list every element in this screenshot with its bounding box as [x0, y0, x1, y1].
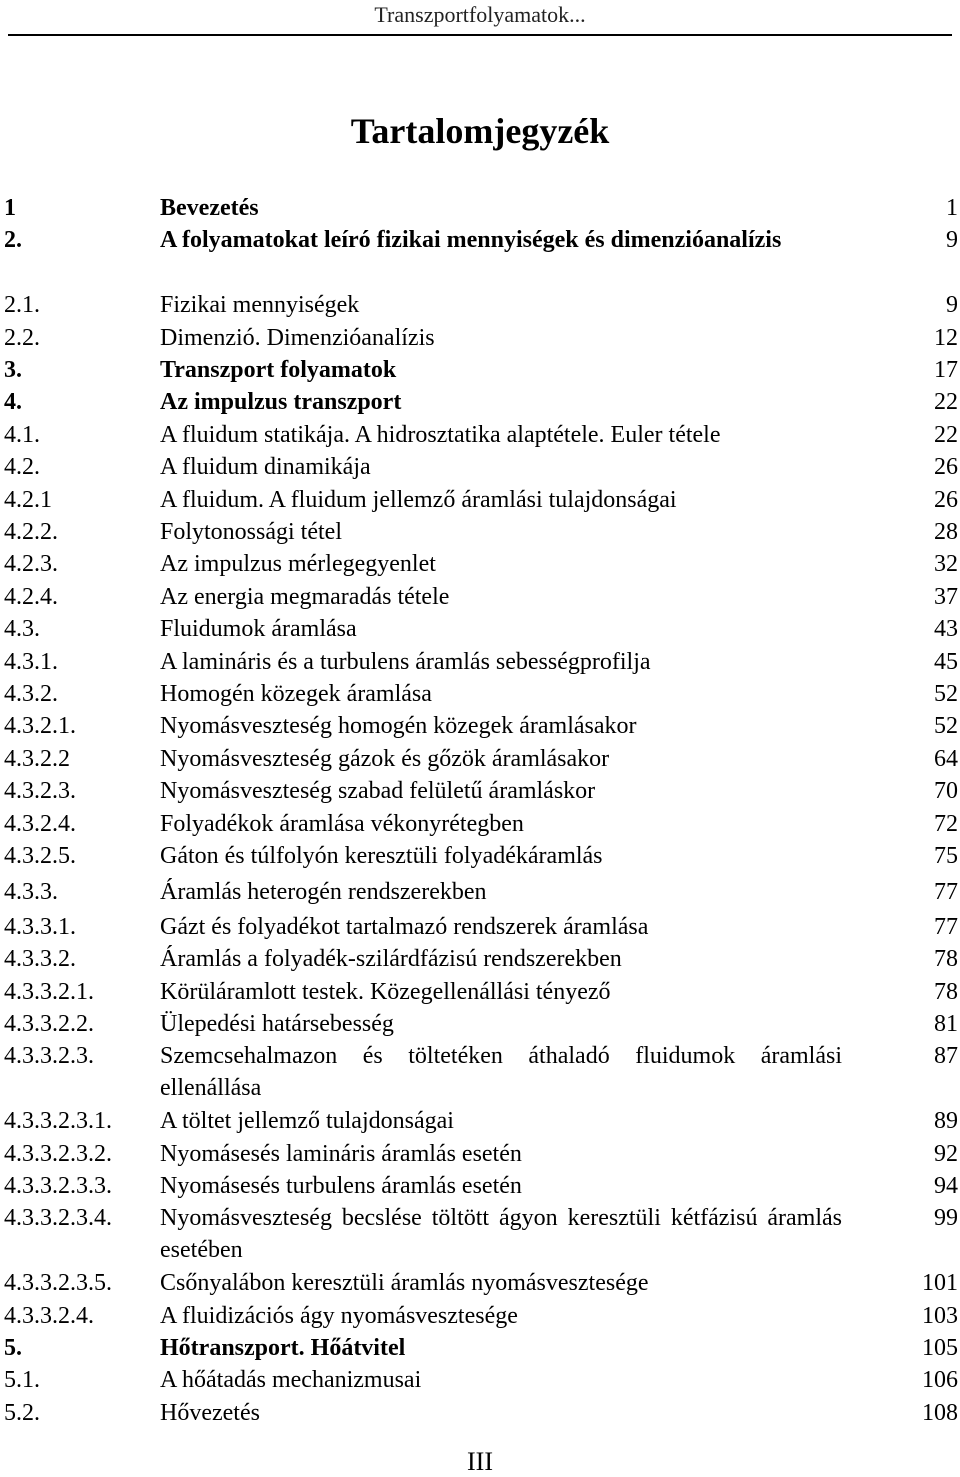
- toc-entry-title: Csőnyalábon keresztüli áramlás nyomásvesztesége: [160, 1270, 649, 1297]
- toc-entry-title: Az energia megmaradás tétele: [160, 583, 450, 610]
- toc-entry-page: 26: [934, 454, 958, 481]
- toc-entry: [0, 322, 960, 354]
- toc-entry-number: 4.3.3.: [4, 879, 58, 906]
- toc-entry: [0, 646, 960, 678]
- toc-entry-title: Transzport folyamatok: [160, 357, 397, 383]
- toc-entry-title: A fluidum statikája. A hidrosztatika alaptétele. Euler tétele: [160, 421, 721, 448]
- toc-entry-number: 4.3.: [4, 616, 40, 643]
- toc-entry-title: Nyomásesés lamináris áramlás esetén: [160, 1140, 522, 1167]
- toc-entry-page: 77: [934, 879, 958, 906]
- toc-entry-page: 103: [922, 1302, 958, 1329]
- toc-entry-number: 4.: [4, 389, 22, 416]
- toc-entry-number: 4.3.2.3.: [4, 778, 76, 805]
- toc-entry: [0, 548, 960, 580]
- toc-entry-number: 4.2.: [4, 454, 40, 481]
- toc-entry: [0, 192, 960, 224]
- toc-entry-number: 4.3.3.2.3.: [4, 1043, 94, 1070]
- toc-entry-number: 5.2.: [4, 1399, 40, 1426]
- toc-entry-number: 5.: [4, 1335, 22, 1361]
- toc-entry-page: 52: [934, 681, 958, 707]
- toc-entry-page: 12: [934, 324, 958, 351]
- toc-entry-title: Fluidumok áramlása: [160, 616, 357, 643]
- toc-entry-title: Nyomásveszteség gázok és gőzök áramlásakor: [160, 745, 610, 772]
- toc-entry-number: 1: [4, 195, 16, 221]
- toc-entry-page: 78: [934, 946, 958, 973]
- toc-entry-number: 4.3.1.: [4, 648, 58, 675]
- toc-entry-page: 92: [934, 1140, 958, 1167]
- toc-entry-number: 5.1.: [4, 1367, 40, 1394]
- toc-entry-title: A töltet jellemző tulajdonságai: [160, 1108, 454, 1135]
- toc-entry-title: Homogén közegek áramlása: [160, 681, 432, 707]
- toc-entry-number: 3.: [4, 357, 22, 383]
- toc-entry-title: A lamináris és a turbulens áramlás sebességprofilja: [160, 648, 651, 675]
- toc-entry: [0, 775, 960, 807]
- toc-entry-title: A fluidum. A fluidum jellemző áramlási tulajdonságai: [160, 486, 677, 513]
- toc-entry-title: Áramlás heterogén rendszerekben: [160, 879, 487, 906]
- toc-entry-number: 4.2.2.: [4, 519, 58, 545]
- toc-entry: [0, 354, 960, 386]
- toc-entry-number: 4.1.: [4, 421, 40, 448]
- toc-entry-title: Áramlás a folyadék-szilárdfázisú rendszerekben: [160, 946, 622, 973]
- toc-entry-number: 4.3.2.1.: [4, 713, 76, 740]
- toc-entry: [0, 224, 960, 288]
- toc-entry-title: Nyomásveszteség szabad felületű áramláskor: [160, 778, 596, 805]
- toc-entry-title: Folyadékok áramlása vékonyrétegben: [160, 810, 524, 837]
- toc-entry: [0, 451, 960, 483]
- toc-entry-number: 2.1.: [4, 292, 40, 319]
- toc-entry-page: 75: [934, 843, 958, 869]
- toc-entry-title: Ülepedési határsebesség: [160, 1011, 394, 1037]
- toc-entry-title: Nyomásesés turbulens áramlás esetén: [160, 1173, 522, 1199]
- toc-entry-number: 4.3.3.2.3.2.: [4, 1140, 112, 1167]
- toc-entry-title: Gáton és túlfolyón keresztüli folyadékáramlás: [160, 843, 603, 869]
- running-header: Transzportfolyamatok...: [374, 2, 586, 27]
- toc-entry: [0, 976, 960, 1008]
- toc-entry-number: 4.3.3.2.1.: [4, 978, 94, 1005]
- toc-entry-number: 4.3.2.5.: [4, 843, 76, 869]
- toc-entry-title: Hőtranszport. Hőátvitel: [160, 1335, 406, 1361]
- toc-entry: [0, 1397, 960, 1429]
- toc-entry-number: 4.3.3.2.4.: [4, 1302, 94, 1329]
- toc-entry-title: Folytonossági tétel: [160, 519, 342, 545]
- toc-title: Tartalomjegyzék: [350, 111, 610, 151]
- toc-entry-number: 4.3.3.2.3.4.: [4, 1205, 112, 1232]
- toc-entry-number: 4.3.2.4.: [4, 810, 76, 837]
- toc-entry-page: 26: [934, 486, 958, 513]
- toc-entry-title: Gázt és folyadékot tartalmazó rendszerek áramlása: [160, 913, 649, 940]
- toc-entry-title: A fluidum dinamikája: [160, 454, 371, 481]
- toc-entry-number: 2.2.: [4, 324, 40, 351]
- toc-entry: [0, 1105, 960, 1137]
- toc-entry: [0, 484, 960, 516]
- toc-entry-title: Hővezetés: [160, 1399, 260, 1426]
- toc-entry: [0, 911, 960, 943]
- toc-entry: [0, 516, 960, 548]
- toc-entry-number: 4.3.3.2.3.5.: [4, 1270, 112, 1297]
- toc-entry: [0, 1138, 960, 1170]
- toc-entry: [0, 1364, 960, 1396]
- toc-entry: [0, 1202, 960, 1266]
- toc-entry-page: 105: [922, 1335, 958, 1361]
- toc-entry-number: 4.2.3.: [4, 551, 58, 578]
- toc-entry: [0, 743, 960, 775]
- toc-entry-page: 94: [934, 1173, 958, 1199]
- toc-entry: [0, 943, 960, 975]
- toc-entry: [0, 876, 960, 908]
- toc-entry: [0, 1332, 960, 1364]
- toc-entry-page: 89: [934, 1108, 958, 1135]
- toc-entry: [0, 613, 960, 645]
- toc-entry-page: 87: [934, 1043, 958, 1070]
- toc-entry-page: 43: [934, 616, 958, 643]
- toc-entry-title: A folyamatokat leíró fizikai mennyiségek és dimenzióanalízis: [160, 227, 782, 254]
- toc-entry-page: 72: [934, 810, 958, 837]
- toc-entry-title: Fizikai mennyiségek: [160, 292, 360, 319]
- toc-entry-title: Nyomásveszteség becslése töltött ágyon keresztüli kétfázisú áramlás esetében: [160, 1205, 842, 1264]
- toc-entry-title: Szemcsehalmazon és töltetéken áthaladó fluidumok áramlási ellenállása: [160, 1043, 842, 1102]
- toc-entry-number: 4.3.2.: [4, 681, 58, 707]
- toc-entry-page: 45: [934, 648, 958, 675]
- header-rule: [8, 34, 952, 36]
- toc-entry: [0, 419, 960, 451]
- toc-entry-page: 37: [934, 583, 958, 610]
- toc-entry-number: 4.3.3.2.3.3.: [4, 1173, 112, 1199]
- toc-entry: [0, 840, 960, 872]
- toc-entry-page: 99: [934, 1205, 958, 1232]
- toc-entry-page: 77: [934, 913, 958, 940]
- toc-entry-number: 4.2.4.: [4, 583, 58, 610]
- toc-entry-number: 4.3.3.1.: [4, 913, 76, 940]
- toc-entry-number: 4.3.3.2.3.1.: [4, 1108, 112, 1135]
- toc-entry-page: 108: [922, 1399, 958, 1426]
- toc-entry-title: Dimenzió. Dimenzióanalízis: [160, 324, 435, 351]
- toc-entry: [0, 1040, 960, 1104]
- toc-entry: [0, 1170, 960, 1202]
- toc-entry: [0, 710, 960, 742]
- page-number: III: [467, 1447, 493, 1476]
- toc-entry: [0, 808, 960, 840]
- toc-entry-title: Az impulzus mérlegegyenlet: [160, 551, 436, 578]
- toc-entry-title: A hőátadás mechanizmusai: [160, 1367, 422, 1394]
- toc-entry-title: Nyomásveszteség homogén közegek áramlásakor: [160, 713, 637, 740]
- toc-entry-title: Bevezetés: [160, 195, 259, 221]
- toc-entry-page: 28: [934, 519, 958, 545]
- toc-entry-number: 4.3.3.2.2.: [4, 1011, 94, 1037]
- toc-entry: [0, 1300, 960, 1332]
- toc-entry: [0, 289, 960, 321]
- toc-entry-page: 17: [934, 357, 958, 383]
- toc-entry: [0, 1008, 960, 1040]
- toc-entry-page: 9: [946, 227, 958, 254]
- toc-entry: [0, 386, 960, 418]
- toc-entry-title: Körüláramlott testek. Közegellenállási tényező: [160, 978, 611, 1005]
- toc-entry-page: 64: [934, 745, 958, 772]
- toc-entry-page: 70: [934, 778, 958, 805]
- toc-entry-page: 1: [946, 195, 958, 221]
- toc-entry-number: 2.: [4, 227, 22, 254]
- toc-entry: [0, 1267, 960, 1299]
- toc-entry: [0, 678, 960, 710]
- toc-entry-page: 32: [934, 551, 958, 578]
- toc-entry-number: 4.3.3.2.: [4, 946, 76, 973]
- toc-entry-page: 78: [934, 978, 958, 1005]
- toc-entry-page: 9: [946, 292, 958, 319]
- toc-entry-page: 81: [934, 1011, 958, 1037]
- toc-entry-page: 22: [934, 421, 958, 448]
- toc-entry-number: 4.3.2.2: [4, 745, 70, 772]
- toc-entry-page: 106: [922, 1367, 958, 1394]
- toc-entry-page: 101: [922, 1270, 958, 1297]
- toc-entry: [0, 581, 960, 613]
- toc-entry-title: A fluidizációs ágy nyomásvesztesége: [160, 1302, 518, 1329]
- toc-entry-number: 4.2.1: [4, 486, 52, 513]
- toc-entry-title: Az impulzus transzport: [160, 389, 402, 416]
- toc-entry-page: 22: [934, 389, 958, 416]
- toc-entry-page: 52: [934, 713, 958, 740]
